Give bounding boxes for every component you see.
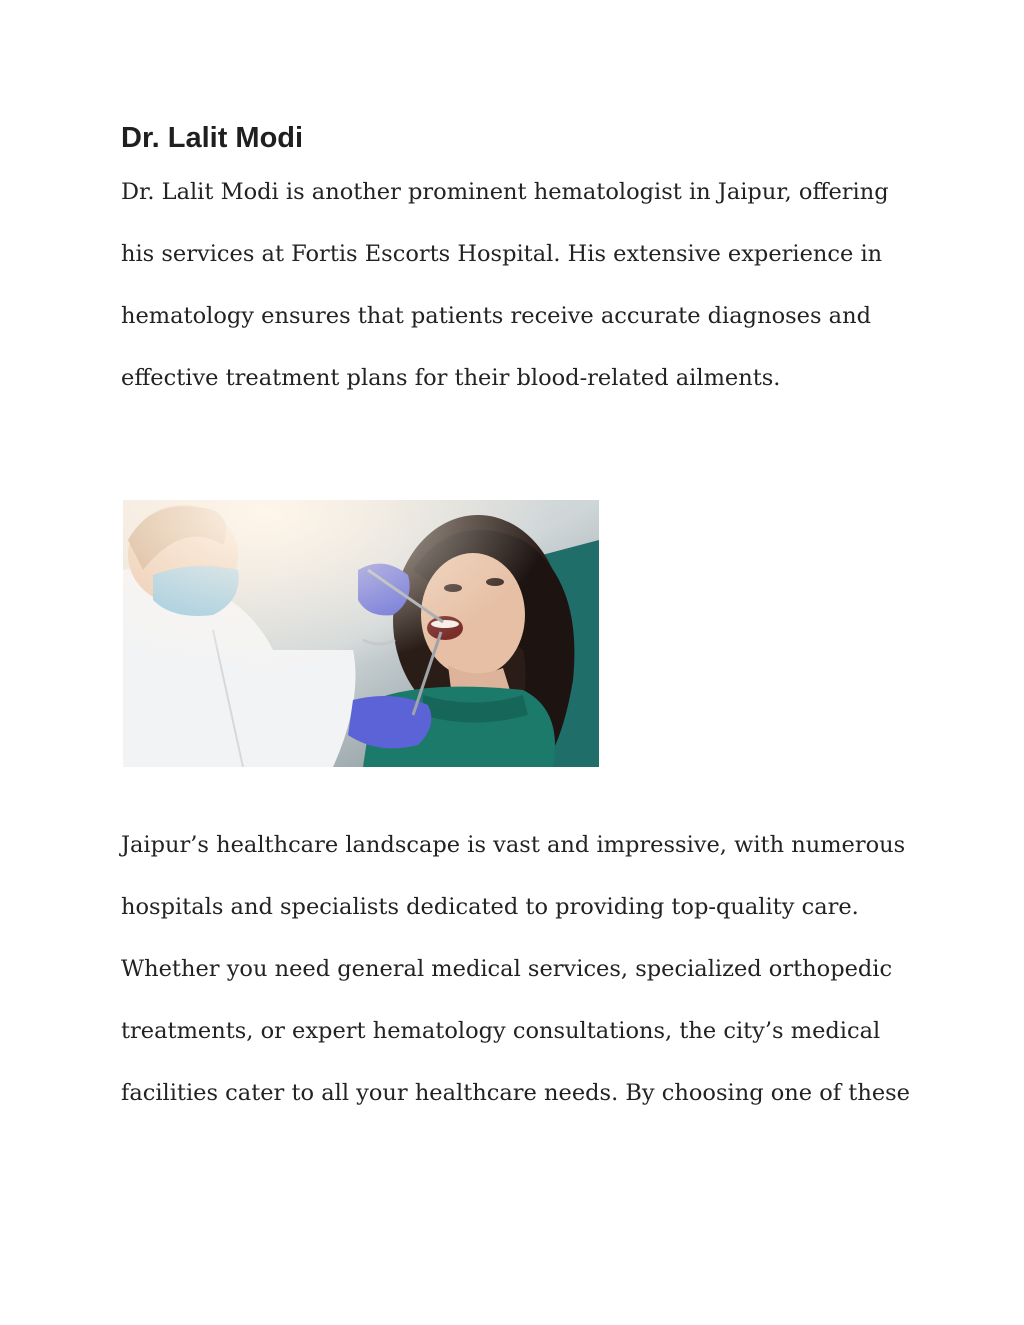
intro-paragraph bbox=[121, 181, 889, 429]
paragraph-line: facilities cater to all your healthcare needs. By choosing one of these bbox=[121, 1080, 910, 1106]
dental-exam-photo bbox=[123, 500, 599, 767]
section-heading: Dr. Lalit Modi bbox=[121, 122, 304, 154]
paragraph-line: his services at Fortis Escorts Hospital. His extensive experience in bbox=[121, 241, 883, 267]
paragraph-line: Jaipur’s healthcare landscape is vast and impressive, with numerous bbox=[121, 832, 906, 858]
paragraph-line: treatments, or expert hematology consultations, the city’s medical bbox=[121, 1018, 881, 1044]
paragraph-line: hematology ensures that patients receive accurate diagnoses and bbox=[121, 303, 871, 329]
paragraph-line: hospitals and specialists dedicated to providing top-quality care. bbox=[121, 894, 859, 920]
paragraph-line: Dr. Lalit Modi is another prominent hematologist in Jaipur, offering bbox=[121, 179, 889, 205]
paragraph-line: effective treatment plans for their blood-related ailments. bbox=[121, 365, 781, 391]
body-paragraph bbox=[121, 834, 910, 1144]
paragraph-line: Whether you need general medical services, specialized orthopedic bbox=[121, 956, 893, 982]
